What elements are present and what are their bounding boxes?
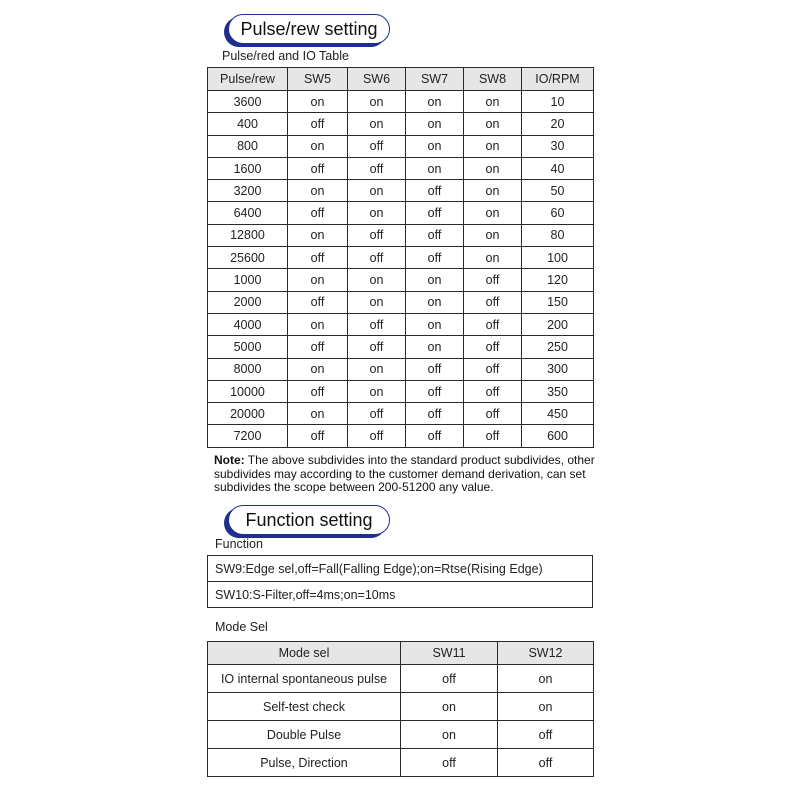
table-cell: on (401, 721, 498, 749)
table-cell: on (406, 91, 464, 113)
table-cell: 1600 (208, 157, 288, 179)
function-table (207, 555, 593, 608)
table-cell: on (406, 135, 464, 157)
column-header: SW12 (498, 642, 594, 665)
table-cell: on (348, 180, 406, 202)
column-header: SW5 (288, 68, 348, 91)
pulse-section-title: Pulse/rew setting (228, 14, 390, 44)
table-cell: 200 (522, 313, 594, 335)
table-cell: on (288, 403, 348, 425)
table-cell: off (401, 665, 498, 693)
table-cell: on (288, 135, 348, 157)
table-cell: Pulse, Direction (208, 749, 401, 777)
function-section-title: Function setting (228, 505, 390, 535)
function-item: SW9:Edge sel,off=Fall(Falling Edge);on=Rtse(Rising Edge) (208, 556, 593, 582)
table-cell: off (464, 358, 522, 380)
table-cell: 100 (522, 247, 594, 269)
table-cell: 20000 (208, 403, 288, 425)
column-header: IO/RPM (522, 68, 594, 91)
table-row (208, 291, 594, 313)
mode-table (207, 641, 594, 777)
table-cell: off (464, 403, 522, 425)
table-cell: off (288, 113, 348, 135)
pulse-table-caption: Pulse/red and IO Table (222, 49, 349, 63)
table-cell: 600 (522, 425, 594, 447)
table-cell: on (288, 313, 348, 335)
table-cell: on (406, 113, 464, 135)
function-item: SW10:S-Filter,off=4ms;on=10ms (208, 582, 593, 608)
table-cell: 6400 (208, 202, 288, 224)
table-cell: 20 (522, 113, 594, 135)
table-cell: 25600 (208, 247, 288, 269)
table-cell: off (498, 749, 594, 777)
table-cell: on (348, 358, 406, 380)
table-cell: off (348, 403, 406, 425)
column-header: Pulse/rew (208, 68, 288, 91)
table-cell: off (288, 336, 348, 358)
table-cell: on (464, 247, 522, 269)
table-cell: off (464, 291, 522, 313)
table-cell: off (406, 180, 464, 202)
table-cell: 10000 (208, 380, 288, 402)
table-cell: 4000 (208, 313, 288, 335)
table-cell: on (464, 202, 522, 224)
table-cell: 400 (208, 113, 288, 135)
table-cell: IO internal spontaneous pulse (208, 665, 401, 693)
note-text: The above subdivides into the standard product subdivides, other subdivides may according to the customer demand derivation, can set subdivides the scope between 200-51200 any value. (214, 453, 595, 494)
note (214, 454, 604, 495)
table-cell: off (401, 749, 498, 777)
table-cell: on (288, 91, 348, 113)
table-cell: 60 (522, 202, 594, 224)
table-cell: off (348, 336, 406, 358)
table-row (208, 403, 594, 425)
table-cell: off (406, 202, 464, 224)
table-cell: off (498, 721, 594, 749)
pulse-io-table (207, 67, 594, 448)
table-cell: on (406, 291, 464, 313)
table-row (208, 693, 594, 721)
table-cell: off (464, 380, 522, 402)
table-cell: on (348, 269, 406, 291)
table-cell: on (348, 202, 406, 224)
table-cell: on (464, 180, 522, 202)
column-header: SW7 (406, 68, 464, 91)
table-cell: off (288, 157, 348, 179)
table-cell: on (348, 91, 406, 113)
table-cell: 150 (522, 291, 594, 313)
table-row (208, 224, 594, 246)
table-cell: off (348, 224, 406, 246)
table-row (208, 556, 593, 582)
table-cell: on (288, 180, 348, 202)
table-cell: 300 (522, 358, 594, 380)
table-cell: on (406, 313, 464, 335)
table-cell: on (498, 693, 594, 721)
table-row (208, 749, 594, 777)
table-cell: 3200 (208, 180, 288, 202)
table-cell: off (348, 247, 406, 269)
column-header: SW6 (348, 68, 406, 91)
table-cell: off (406, 247, 464, 269)
table-row (208, 582, 593, 608)
table-cell: off (464, 269, 522, 291)
table-cell: on (348, 113, 406, 135)
table-cell: on (348, 291, 406, 313)
table-cell: on (464, 135, 522, 157)
table-row (208, 247, 594, 269)
table-cell: off (288, 291, 348, 313)
table-cell: on (288, 358, 348, 380)
table-cell: 250 (522, 336, 594, 358)
table-cell: off (464, 336, 522, 358)
table-row (208, 313, 594, 335)
table-cell: 80 (522, 224, 594, 246)
table-cell: on (498, 665, 594, 693)
table-cell: 8000 (208, 358, 288, 380)
table-cell: off (406, 403, 464, 425)
table-header-row (208, 68, 594, 91)
table-row (208, 665, 594, 693)
table-cell: off (406, 425, 464, 447)
table-cell: off (406, 224, 464, 246)
table-cell: off (348, 313, 406, 335)
table-cell: on (401, 693, 498, 721)
table-cell: off (348, 157, 406, 179)
table-cell: on (288, 224, 348, 246)
table-row (208, 721, 594, 749)
table-cell: on (406, 336, 464, 358)
table-cell: 5000 (208, 336, 288, 358)
table-cell: off (288, 247, 348, 269)
table-cell: on (464, 91, 522, 113)
table-cell: on (464, 113, 522, 135)
table-cell: 120 (522, 269, 594, 291)
function-caption: Function (215, 537, 263, 551)
column-header: Mode sel (208, 642, 401, 665)
table-row (208, 358, 594, 380)
table-cell: 12800 (208, 224, 288, 246)
table-cell: off (288, 202, 348, 224)
table-row (208, 269, 594, 291)
table-row (208, 380, 594, 402)
table-row (208, 180, 594, 202)
table-cell: off (464, 425, 522, 447)
table-cell: 50 (522, 180, 594, 202)
table-cell: off (348, 135, 406, 157)
table-cell: 3600 (208, 91, 288, 113)
table-cell: off (406, 358, 464, 380)
table-cell: off (288, 425, 348, 447)
table-cell: off (348, 425, 406, 447)
table-cell: on (288, 269, 348, 291)
table-cell: 2000 (208, 291, 288, 313)
table-row (208, 202, 594, 224)
table-row (208, 157, 594, 179)
table-cell: off (464, 313, 522, 335)
table-cell: 10 (522, 91, 594, 113)
table-cell: 350 (522, 380, 594, 402)
mode-caption: Mode Sel (215, 620, 268, 634)
table-cell: on (406, 157, 464, 179)
table-cell: on (464, 157, 522, 179)
table-header-row (208, 642, 594, 665)
table-cell: on (348, 380, 406, 402)
table-cell: on (464, 224, 522, 246)
note-label: Note: (214, 453, 245, 467)
table-row (208, 91, 594, 113)
table-cell: Double Pulse (208, 721, 401, 749)
table-cell: 1000 (208, 269, 288, 291)
table-cell: on (406, 269, 464, 291)
table-cell: Self-test check (208, 693, 401, 721)
table-cell: 30 (522, 135, 594, 157)
table-cell: off (406, 380, 464, 402)
table-cell: 40 (522, 157, 594, 179)
table-cell: 450 (522, 403, 594, 425)
table-cell: off (288, 380, 348, 402)
table-cell: 7200 (208, 425, 288, 447)
table-row (208, 113, 594, 135)
table-row (208, 336, 594, 358)
column-header: SW11 (401, 642, 498, 665)
table-row (208, 135, 594, 157)
column-header: SW8 (464, 68, 522, 91)
table-row (208, 425, 594, 447)
table-cell: 800 (208, 135, 288, 157)
